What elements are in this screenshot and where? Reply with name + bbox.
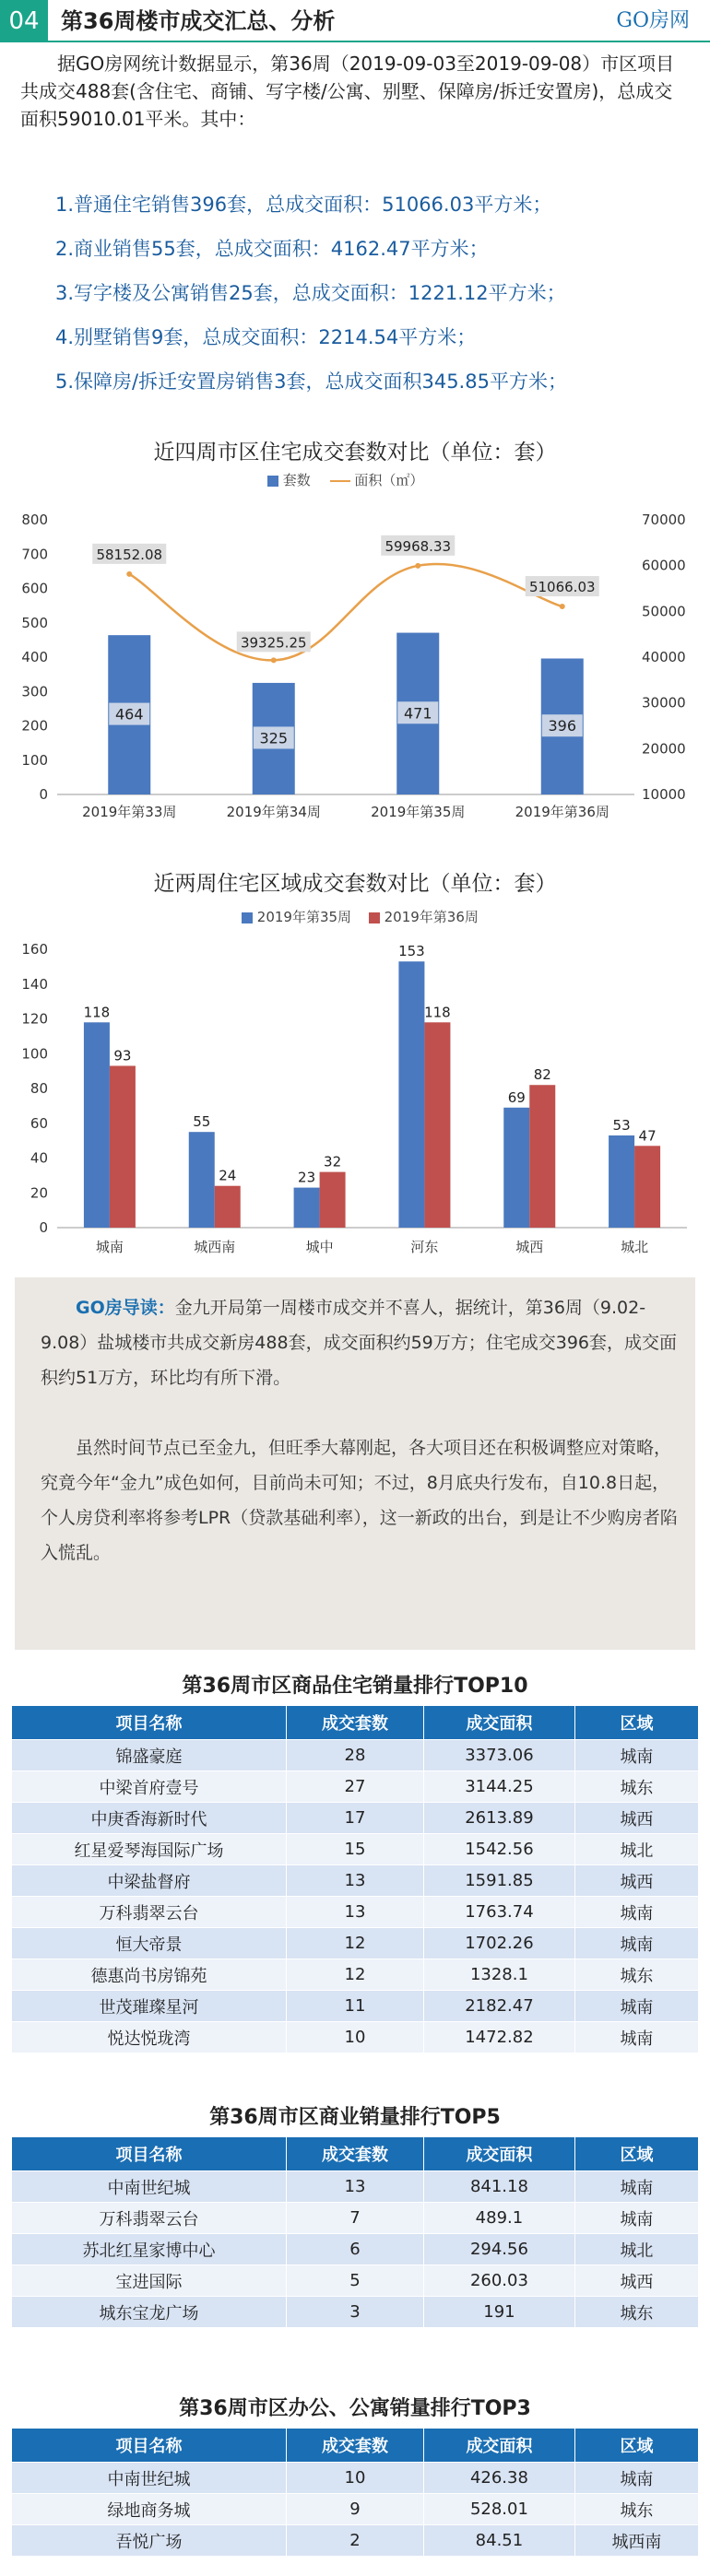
table-cell: 13 <box>287 1865 424 1897</box>
table-cell: 11 <box>287 1991 424 2022</box>
y2-tick-label: 20000 <box>642 740 686 758</box>
bar <box>294 1188 320 1228</box>
guide-paragraph-2: 虽然时间节点已至金九，但旺季大幕刚起，各大项目还在积极调整应对策略，究竟今年“金九”成色如何，目前尚未可知；不过，8月底央行发布，自10.8日起，个人房贷利率将参考LPR（贷款基础利率），这一新政的出台，到是让不少购房者陷入慌乱。 <box>41 1438 678 1563</box>
bar <box>84 1022 110 1228</box>
column-header: 成交面积 <box>424 2137 575 2171</box>
table-row <box>12 1740 699 1771</box>
table-cell: 德惠尚书房锦苑 <box>12 1959 287 1991</box>
table-cell: 城南 <box>574 2022 698 2053</box>
x-tick-label: 城南 <box>95 1239 124 1255</box>
table-cell: 10 <box>287 2463 424 2494</box>
bar-value-label: 32 <box>324 1153 342 1170</box>
table-cell: 13 <box>287 2171 424 2203</box>
summary-item: 5.保障房/拆迁安置房销售3套，总成交面积345.85平方米； <box>55 371 567 393</box>
summary-item: 2.商业销售55套，总成交面积：4162.47平方米； <box>55 238 489 260</box>
bar <box>215 1186 241 1228</box>
chart2-legend <box>242 907 479 926</box>
table-cell: 1763.74 <box>424 1897 575 1928</box>
bar-value-label: 69 <box>507 1088 526 1106</box>
table-cell: 17 <box>287 1803 424 1834</box>
table-row <box>12 1834 699 1865</box>
table-cell: 城东 <box>574 1959 698 1991</box>
table-row <box>12 2494 699 2525</box>
table-cell: 27 <box>287 1771 424 1803</box>
table-cell: 191 <box>424 2297 575 2328</box>
table-header-row <box>12 2429 699 2463</box>
table-cell: 841.18 <box>424 2171 575 2203</box>
table-cell: 吾悦广场 <box>12 2525 287 2557</box>
y2-tick-label: 50000 <box>642 603 686 620</box>
column-header: 成交套数 <box>287 1706 424 1740</box>
table-cell: 苏北红星家博中心 <box>12 2234 287 2265</box>
table-cell: 7 <box>287 2203 424 2234</box>
guide-label: GO房导读： <box>76 1298 175 1318</box>
summary-list <box>55 182 692 404</box>
table-cell: 中庚香海新时代 <box>12 1803 287 1834</box>
table-cell: 城东 <box>574 2297 698 2328</box>
y-tick-label: 120 <box>21 1010 48 1028</box>
table-header-row <box>12 2137 699 2171</box>
table-cell: 中梁首府壹号 <box>12 1771 287 1803</box>
table-row <box>12 2297 699 2328</box>
x-tick-label: 城北 <box>621 1239 649 1255</box>
x-tick-label: 2019年第36周 <box>515 804 609 820</box>
y-tick-label: 0 <box>39 786 48 803</box>
bar-value-label: 55 <box>193 1113 211 1131</box>
column-header: 成交面积 <box>424 1706 575 1740</box>
column-header: 项目名称 <box>12 2137 287 2171</box>
bar-value-label: 93 <box>113 1047 132 1065</box>
bar <box>189 1132 215 1228</box>
table-cell: 1591.85 <box>424 1865 575 1897</box>
bar <box>529 1085 555 1228</box>
table-cell: 6 <box>287 2234 424 2265</box>
table-cell: 绿地商务城 <box>12 2494 287 2525</box>
legend-swatch-s1 <box>369 912 380 923</box>
y2-tick-label: 10000 <box>642 786 686 803</box>
x-tick-label: 城西 <box>515 1239 544 1255</box>
table-top5-commercial <box>11 2136 699 2328</box>
y-tick-label: 600 <box>21 580 48 597</box>
x-tick-label: 河东 <box>410 1239 439 1255</box>
y-tick-label: 20 <box>30 1184 48 1202</box>
table2-title: 第36周市区商业销量排行TOP5 <box>209 2106 501 2129</box>
bar-value-label: 118 <box>424 1004 451 1021</box>
bar <box>110 1065 136 1228</box>
line-value-label: 51066.03 <box>528 579 596 596</box>
y2-tick-label: 40000 <box>642 649 686 665</box>
column-header: 成交套数 <box>287 2429 424 2463</box>
legend-swatch-s0 <box>242 912 253 923</box>
bar <box>634 1146 660 1228</box>
table-cell: 城东 <box>574 1771 698 1803</box>
line-point <box>560 604 565 609</box>
table-cell: 15 <box>287 1834 424 1865</box>
table-row <box>12 1991 699 2022</box>
chart1-svg <box>0 498 710 829</box>
x-tick-label: 2019年第33周 <box>82 804 177 820</box>
guide-paragraph-1 <box>41 1290 679 1395</box>
bar <box>398 961 424 1228</box>
bar <box>609 1135 634 1228</box>
brand-logo: GO房网 <box>616 9 690 32</box>
table-cell: 294.56 <box>424 2234 575 2265</box>
table-cell: 万科翡翠云台 <box>12 2203 287 2234</box>
y-tick-label: 100 <box>21 751 48 769</box>
table-cell: 城南 <box>574 1991 698 2022</box>
table-cell: 9 <box>287 2494 424 2525</box>
table-row <box>12 1897 699 1928</box>
y2-tick-label: 60000 <box>642 557 686 574</box>
y-tick-label: 800 <box>21 512 48 528</box>
table-cell: 锦盛豪庭 <box>12 1740 287 1771</box>
table-cell: 城南 <box>574 1740 698 1771</box>
table-cell: 1472.82 <box>424 2022 575 2053</box>
line-value-label: 59968.33 <box>385 537 452 555</box>
table-cell: 中梁盐督府 <box>12 1865 287 1897</box>
legend-swatch-bar <box>267 476 278 487</box>
table-row <box>12 1803 699 1834</box>
table-row <box>12 2171 699 2203</box>
table-header-row <box>12 1706 699 1740</box>
table-row <box>12 1959 699 1991</box>
table-cell: 489.1 <box>424 2203 575 2234</box>
table-cell: 2 <box>287 2525 424 2557</box>
line-point <box>415 563 420 569</box>
table-cell: 城南 <box>574 2203 698 2234</box>
y-tick-label: 200 <box>21 717 48 735</box>
table-cell: 城南 <box>574 1897 698 1928</box>
table-cell: 528.01 <box>424 2494 575 2525</box>
table-cell: 1328.1 <box>424 1959 575 1991</box>
bar-value-label: 464 <box>114 705 144 723</box>
table-cell: 城南 <box>574 2171 698 2203</box>
table-cell: 中南世纪城 <box>12 2463 287 2494</box>
table-cell: 12 <box>287 1959 424 1991</box>
table-cell: 城东宝龙广场 <box>12 2297 287 2328</box>
y-tick-label: 160 <box>21 941 48 958</box>
table-cell: 城东 <box>574 2494 698 2525</box>
summary-item: 3.写字楼及公寓销售25套，总成交面积：1221.12平方米； <box>55 282 566 304</box>
table-cell: 城西 <box>574 1803 698 1834</box>
x-tick-label: 城中 <box>305 1239 334 1255</box>
table-cell: 2613.89 <box>424 1803 575 1834</box>
guide-box <box>15 1277 695 1650</box>
chart1-legend <box>267 470 423 489</box>
bar-value-label: 396 <box>548 717 577 735</box>
table-cell: 1702.26 <box>424 1928 575 1959</box>
section-header <box>0 0 710 42</box>
line-point <box>271 657 277 663</box>
table-cell: 1542.56 <box>424 1834 575 1865</box>
y-tick-label: 300 <box>21 683 48 700</box>
bar <box>320 1172 346 1228</box>
x-tick-label: 城西南 <box>194 1239 236 1255</box>
y2-tick-label: 30000 <box>642 694 686 712</box>
table1-title: 第36周市区商品住宅销量排行TOP10 <box>182 1675 528 1698</box>
table-cell: 3144.25 <box>424 1771 575 1803</box>
section-title: 第36周楼市成交汇总、分析 <box>61 8 336 34</box>
table-cell: 426.38 <box>424 2463 575 2494</box>
table-cell: 城西 <box>574 1865 698 1897</box>
bar-value-label: 153 <box>398 943 425 960</box>
table-cell: 13 <box>287 1897 424 1928</box>
y-tick-label: 700 <box>21 546 48 563</box>
table-cell: 2182.47 <box>424 1991 575 2022</box>
chart2-svg <box>0 931 710 1272</box>
line-point <box>126 571 132 577</box>
chart2-title: 近两周住宅区域成交套数对比（单位：套） <box>153 872 557 896</box>
bar-value-label: 118 <box>83 1004 111 1021</box>
intro-paragraph: 据GO房网统计数据显示，第36周（2019-09-03至2019-09-08）市区项目共成交488套(含住宅、商铺、写字楼/公寓、别墅、保障房/拆迁安置房)，总成交面积59010.01平米。其中： <box>20 53 675 130</box>
line-value-label: 39325.25 <box>240 634 307 652</box>
x-tick-label: 2019年第34周 <box>226 804 321 820</box>
y2-tick-label: 70000 <box>642 512 686 528</box>
table-row <box>12 1928 699 1959</box>
bar-value-label: 23 <box>298 1169 316 1186</box>
table-cell: 城南 <box>574 2463 698 2494</box>
bar-value-label: 325 <box>259 729 289 747</box>
column-header: 成交套数 <box>287 2137 424 2171</box>
legend-label: 2019年第36周 <box>384 909 479 925</box>
column-header: 区域 <box>574 2137 698 2171</box>
table-cell: 城北 <box>574 1834 698 1865</box>
table-top10-residential <box>11 1705 699 2053</box>
column-header: 成交面积 <box>424 2429 575 2463</box>
bar <box>424 1022 450 1228</box>
legend-swatch-line <box>330 480 350 482</box>
table-row <box>12 2203 699 2234</box>
table-cell: 红星爱琴海国际广场 <box>12 1834 287 1865</box>
table-row <box>12 2463 699 2494</box>
column-header: 区域 <box>574 2429 698 2463</box>
table-row <box>12 1771 699 1803</box>
bar-value-label: 53 <box>612 1116 631 1134</box>
table-row <box>12 2234 699 2265</box>
table-cell: 恒大帝景 <box>12 1928 287 1959</box>
y-tick-label: 40 <box>30 1149 48 1167</box>
table-cell: 城西南 <box>574 2525 698 2557</box>
table-cell: 悦达悦珑湾 <box>12 2022 287 2053</box>
table-cell: 城西 <box>574 2265 698 2297</box>
y-tick-label: 500 <box>21 614 48 631</box>
table-cell: 万科翡翠云台 <box>12 1897 287 1928</box>
bar-value-label: 471 <box>403 704 432 723</box>
y-tick-label: 0 <box>39 1219 48 1236</box>
table-row <box>12 2265 699 2297</box>
chart1-title: 近四周市区住宅成交套数对比（单位：套） <box>153 441 557 465</box>
table-cell: 12 <box>287 1928 424 1959</box>
y-tick-label: 140 <box>21 975 48 993</box>
column-header: 项目名称 <box>12 1706 287 1740</box>
legend-label: 2019年第35周 <box>256 909 352 925</box>
table-cell: 城南 <box>574 1928 698 1959</box>
bar-value-label: 82 <box>533 1066 551 1084</box>
section-number: 04 <box>0 0 48 42</box>
bar-value-label: 47 <box>638 1127 657 1145</box>
line-value-label: 58152.08 <box>96 546 163 563</box>
y-tick-label: 80 <box>30 1080 48 1097</box>
table-cell: 28 <box>287 1740 424 1771</box>
y-tick-label: 400 <box>21 649 48 665</box>
column-header: 项目名称 <box>12 2429 287 2463</box>
table-top3-office <box>11 2428 699 2557</box>
table-row <box>12 2525 699 2557</box>
table-cell: 城北 <box>574 2234 698 2265</box>
table3-title: 第36周市区办公、公寓销量排行TOP3 <box>179 2397 531 2420</box>
legend-label: 套数 <box>282 472 311 488</box>
table-cell: 3373.06 <box>424 1740 575 1771</box>
table-cell: 260.03 <box>424 2265 575 2297</box>
table-cell: 中南世纪城 <box>12 2171 287 2203</box>
bar-value-label: 24 <box>219 1167 237 1184</box>
y-tick-label: 60 <box>30 1114 48 1132</box>
table-cell: 宝进国际 <box>12 2265 287 2297</box>
x-tick-label: 2019年第35周 <box>371 804 466 820</box>
bar <box>503 1108 529 1228</box>
intro-text <box>20 50 690 133</box>
table-cell: 10 <box>287 2022 424 2053</box>
guide-text-1: 金九开局第一周楼市成交并不喜人，据统计，第36周（9.02-9.08）盐城楼市共成交新房488套，成交面积约59万方；住宅成交396套，成交面积约51万方，环比均有所下滑。 <box>41 1298 678 1388</box>
column-header: 区域 <box>574 1706 698 1740</box>
table-cell: 5 <box>287 2265 424 2297</box>
table-cell: 世茂璀璨星河 <box>12 1991 287 2022</box>
y-tick-label: 100 <box>21 1045 48 1063</box>
table-cell: 3 <box>287 2297 424 2328</box>
table-row <box>12 1865 699 1897</box>
summary-item: 1.普通住宅销售396套，总成交面积：51066.03平方米； <box>55 194 552 216</box>
area-line <box>129 564 562 660</box>
summary-item: 4.别墅销售9套，总成交面积：2214.54平方米； <box>55 326 477 348</box>
header-divider <box>48 41 710 42</box>
legend-label: 面积（㎡） <box>354 472 424 488</box>
table-cell: 84.51 <box>424 2525 575 2557</box>
table-row <box>12 2022 699 2053</box>
